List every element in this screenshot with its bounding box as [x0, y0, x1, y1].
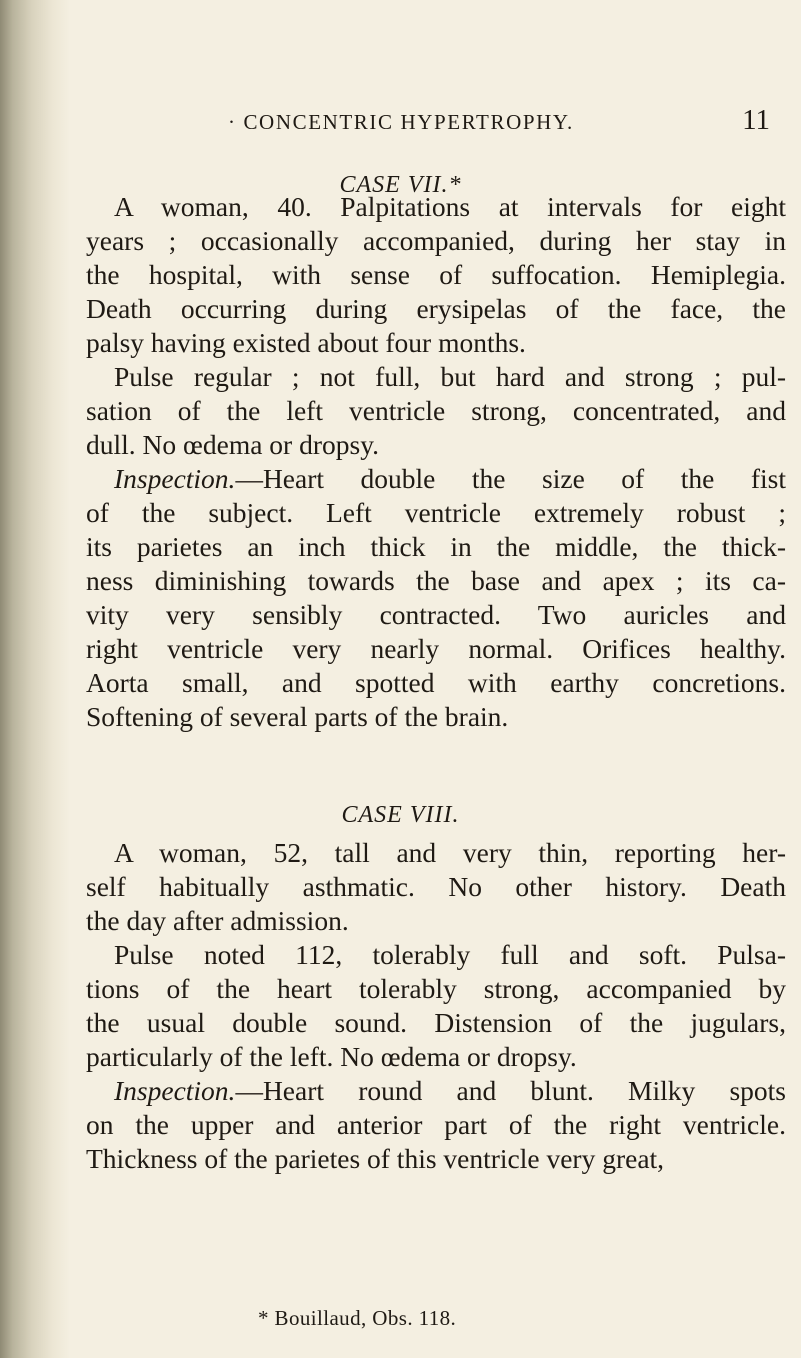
text-line: ness diminishing towards the base and apex ; its ca- [86, 565, 786, 596]
text-line: the hospital, with sense of suffocation. Hemiplegia. [86, 259, 786, 290]
text-line: tions of the heart tolerably strong, accompanied by [86, 973, 786, 1004]
text-line [86, 462, 786, 496]
case-8-pulse [86, 938, 786, 1074]
text-line [86, 1074, 786, 1108]
text-line: dull. No œdema or dropsy. [86, 429, 380, 460]
text-line: sation of the left ventricle strong, concentrated, and [86, 395, 786, 426]
text-line: the usual double sound. Distension of the jugulars, [86, 1007, 786, 1038]
binding-gutter [0, 0, 70, 1358]
text-line: palsy having existed about four months. [86, 327, 526, 358]
text-line: Pulse noted 112, tolerably full and soft. Pulsa- [114, 939, 786, 970]
case-7-inspection [86, 462, 786, 734]
case-7-title: CASE VII.* [339, 172, 462, 198]
text-line: right ventricle very nearly normal. Orifices healthy. [86, 633, 786, 664]
case-8-title: CASE VIII. [341, 802, 460, 828]
text-line: on the upper and anterior part of the right ventricle. [86, 1109, 786, 1140]
inspection-text: —Heart double the size of the fist [235, 463, 786, 494]
running-head: · CONCENTRIC HYPERTROPHY. [228, 110, 574, 134]
case-8-inspection [86, 1074, 786, 1176]
page-header [228, 104, 790, 144]
text-line: Pulse regular ; not full, but hard and strong ; pul- [114, 361, 786, 392]
text-line: A woman, 52, tall and very thin, reporting her- [114, 837, 786, 868]
case-8-history [86, 836, 786, 938]
page-number: 11 [742, 104, 770, 136]
text-line: vity very sensibly contracted. Two auricles and [86, 599, 786, 630]
footnote: * Bouillaud, Obs. 118. [258, 1306, 457, 1330]
text-line: years ; occasionally accompanied, during her stay in [86, 225, 786, 256]
case-7-pulse [86, 360, 786, 462]
text-line: the day after admission. [86, 905, 349, 936]
text-line: its parietes an inch thick in the middle, the thick- [86, 531, 786, 562]
text-line: particularly of the left. No œdema or dropsy. [86, 1041, 577, 1072]
case-7-history [86, 190, 786, 360]
inspection-text: —Heart round and blunt. Milky spots [235, 1075, 786, 1106]
text-line: Thickness of the parietes of this ventricle very great, [86, 1143, 665, 1174]
text-line: A woman, 40. Palpitations at intervals for eight [114, 191, 786, 222]
inspection-heading: Inspection. [114, 1075, 236, 1106]
text-line: Aorta small, and spotted with earthy concretions. [86, 667, 786, 698]
text-line: Death occurring during erysipelas of the face, the [86, 293, 786, 324]
text-line: self habitually asthmatic. No other history. Death [86, 871, 786, 902]
inspection-heading: Inspection. [114, 463, 236, 494]
text-line: of the subject. Left ventricle extremely robust ; [86, 497, 786, 528]
text-line: Softening of several parts of the brain. [86, 701, 509, 732]
